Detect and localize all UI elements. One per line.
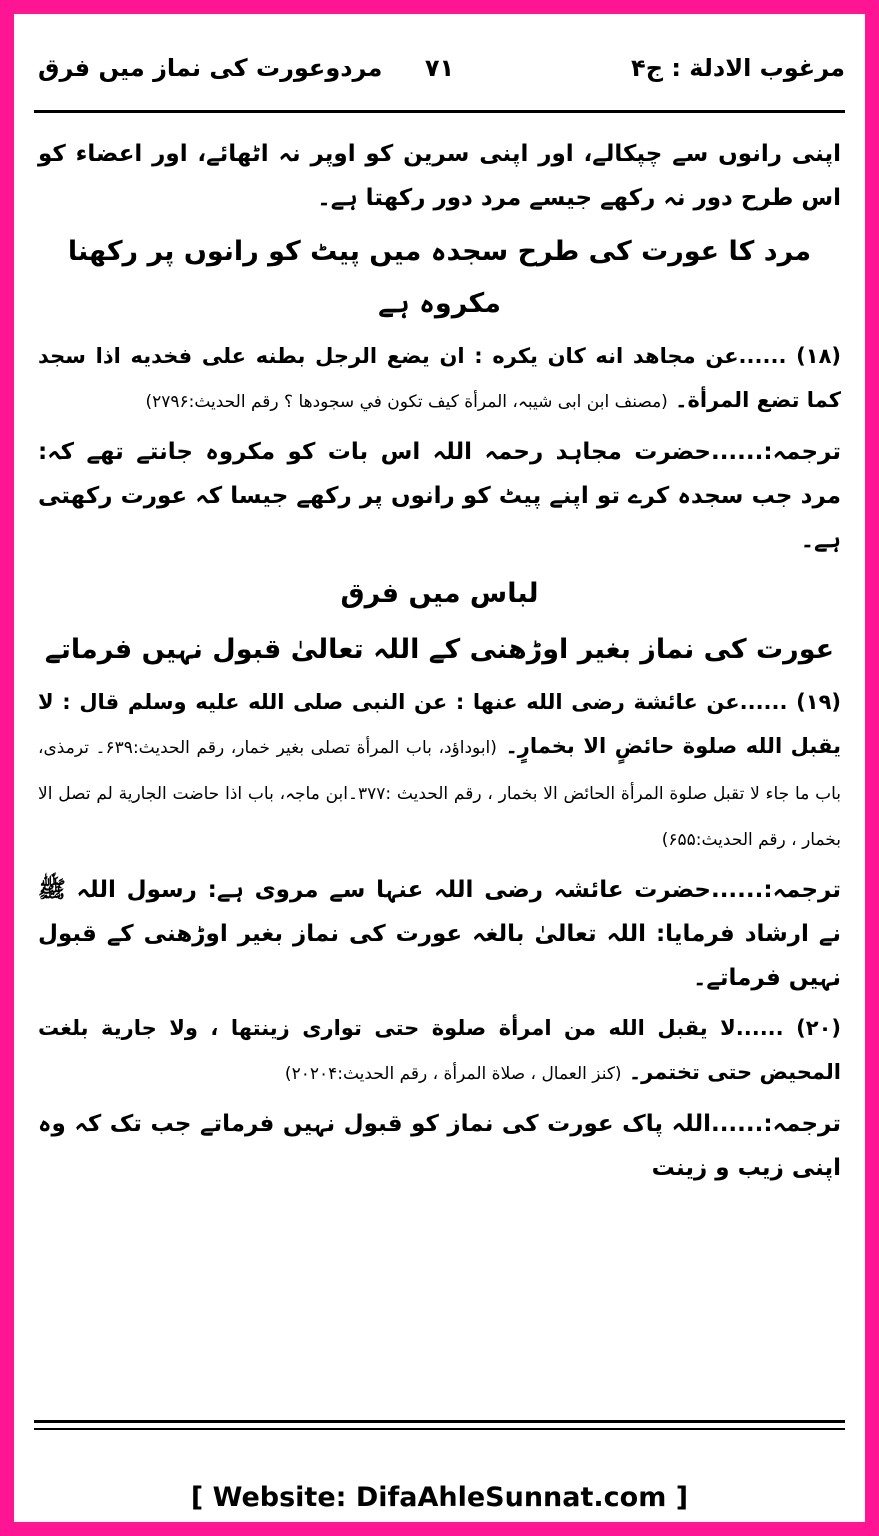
hadith-reference: (ابوداؤد، باب المرأة تصلى بغير خمار، رقم الحديث:۶۳۹۔ ترمذی، باب ما جاء لا تقبل صلوة المرأة الحائض الا بخمار ، رقم الحديث :۳۷۷۔ابن ماجہ، باب اذا حاضت الجارية لم تصل الا بخمار ، رقم الحديث:۶۵۵) <box>38 738 842 850</box>
hadith-arabic: ......عن مجاهد انه كان يكره : ان يضع الرجل بطنه على فخديه اذا سجد كما تضع المرأة۔ <box>38 344 841 412</box>
hadith-arabic: ......لا يقبل الله من امرأة صلوة حتى توارى زينتها ، ولا جارية بلغت المحيض حتى تختمر۔ <box>38 1016 841 1084</box>
hadith-20-translation: ترجمہ:......اللہ پاک عورت کی نماز کو قبول نہیں فرماتے جب تک کہ وہ اپنی زیب و زینت <box>38 1111 841 1181</box>
hadith-arabic: ......عن عائشة رضى الله عنها : عن النبى صلى الله عليه وسلم قال : لا يقبل الله صلوة حائضٍ الا بخمارٍ۔ <box>38 690 841 758</box>
website-footer: [ Website: DifaAhleSunnat.com ] <box>190 1482 689 1513</box>
hadith-20 <box>38 1006 841 1096</box>
hadith-19 <box>38 680 841 862</box>
page-body <box>38 132 841 1196</box>
chapter-title: مردوعورت کی نماز میں فرق <box>38 54 383 82</box>
section-heading-1: مرد کا عورت کی طرح سجدہ میں پیٹ کو رانوں پر رکھنا مکروہ ہے <box>67 236 812 319</box>
footer-divider-top <box>34 1420 845 1423</box>
header-divider <box>34 110 845 113</box>
paragraph-intro: اپنی رانوں سے چپکالے، اور اپنی سرین کو اوپر نہ اٹھائے، اور اعضاء کو اس طرح دور نہ رکھے جیسے مرد دور رکھتا ہے۔ <box>38 141 841 211</box>
hadith-number: (۱۹) <box>796 690 842 714</box>
page <box>14 14 865 1522</box>
hadith-18 <box>38 334 841 424</box>
section-heading-3: عورت کی نماز بغیر اوڑھنی کے اللہ تعالیٰ قبول نہیں فرماتے <box>44 634 835 665</box>
page-header <box>14 54 865 98</box>
hadith-19-translation: ترجمہ:......حضرت عائشہ رضی اللہ عنہا سے مروی ہے: رسول اللہ ﷺ نے ارشاد فرمایا: اللہ تعالیٰ بالغہ عورت کی نماز بغیر اوڑھنی کے قبول نہیں فرماتے۔ <box>38 877 841 991</box>
hadith-18-translation: ترجمہ:......حضرت مجاہد رحمہ اللہ اس بات کو مکروہ جانتے تھے کہ: مرد جب سجدہ کرے تو اپنے پیٹ کو رانوں پر رکھے جیسا کہ عورت رکھتی ہے۔ <box>38 439 841 553</box>
footer-divider-bottom <box>34 1428 845 1430</box>
hadith-reference: (كنز العمال ، صلاة المرأة ، رقم الحديث:۲۰۲۰۴) <box>284 1064 622 1084</box>
hadith-number: (۲۰) <box>796 1016 841 1040</box>
book-title: مرغوب الادلة : ج۴ <box>631 54 845 82</box>
hadith-number: (۱۸) <box>796 344 841 368</box>
page-number: ۷۱ <box>424 54 455 82</box>
hadith-reference: (مصنف ابن ابی شیبہ، المرأة كيف تكون في سجودها ؟ رقم الحديث:۲۷۹۶) <box>145 392 668 412</box>
section-heading-2: لباس میں فرق <box>340 578 539 609</box>
